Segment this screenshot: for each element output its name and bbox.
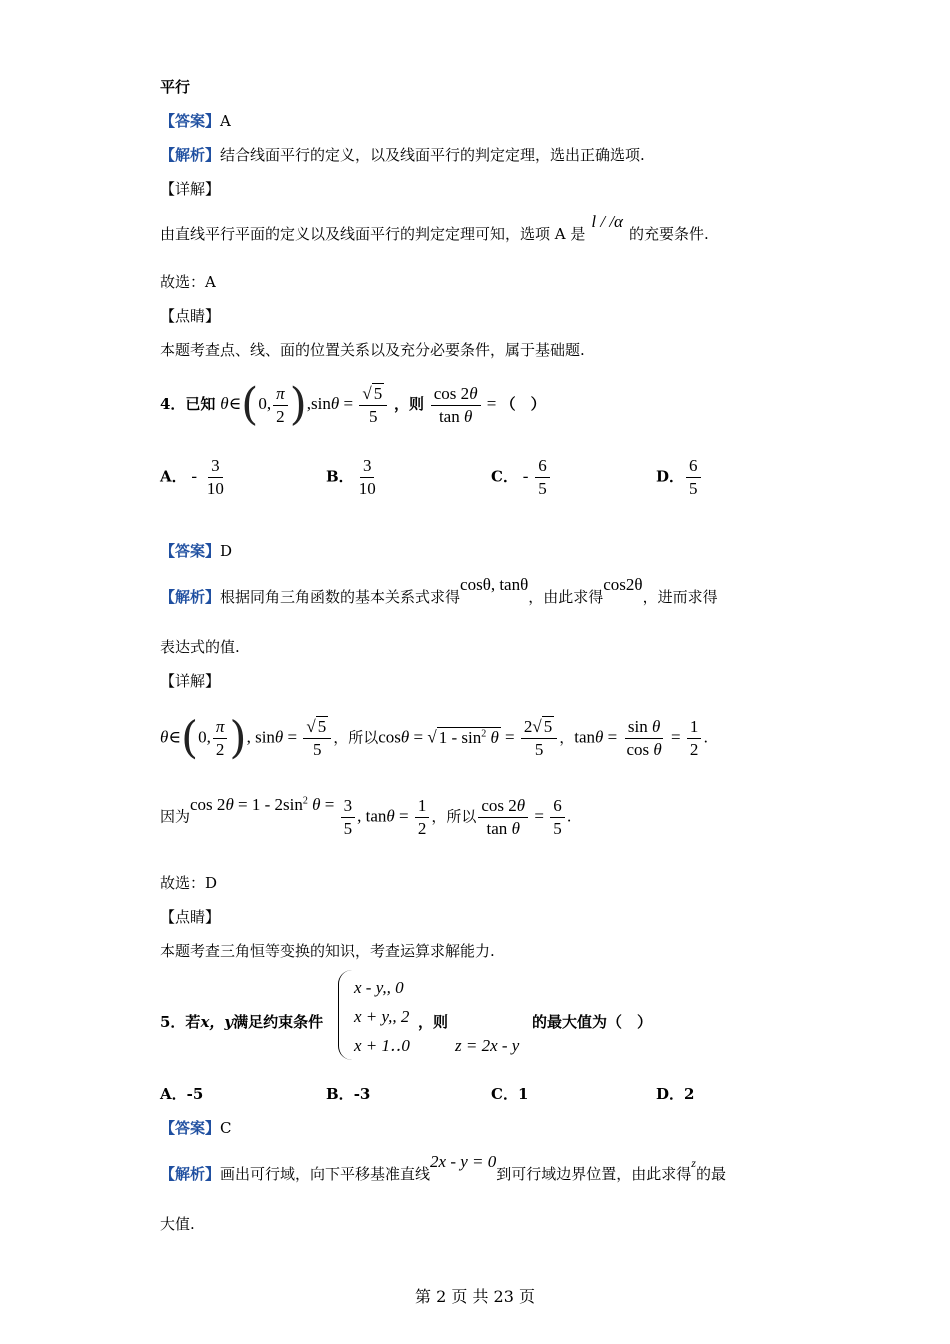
q3-continuation: 平行 (160, 78, 191, 96)
q5-stem-lead: 5．若x，y满足约束条件 (160, 1013, 324, 1031)
q4-point-tag: 【点睛】 (160, 908, 221, 926)
q4-detail-line1: θ∈(0, $\frac{\pi}{2}$ ), sinθ = $\frac{√ 5}{5}$ ，所以cosθ = √ $1 - \sin^2 \theta$ = $\frac{2√ 5}{5}$ ，tanθ = $\frac{\text{sin θ}}{\text{cos θ}}$ = $\frac{1}{2}$ . (160, 712, 709, 764)
q5-option-b[interactable]: B．-3 (326, 1085, 371, 1103)
q4-point: 本题考查三角恒等变换的知识，考查运算求解能力. (160, 942, 495, 960)
page-footer: 第 2 页 共 23 页 (415, 1287, 535, 1306)
q3-point: 本题考查点、线、面的位置关系以及充分必要条件，属于基础题. (160, 341, 585, 359)
q3-analysis: 【解析】结合线面平行的定义，以及线面平行的判定定理，选出正确选项. (160, 146, 645, 164)
q4-analysis: 【解析】根据同角三角函数的基本关系式求得cosθ, tanθ，由此求得cos2θ，进而求得 (160, 575, 718, 606)
q3-detail: 由直线平行平面的定义以及线面平行的判定定理可知，选项 A 是l / /α的充要条件. (160, 212, 709, 243)
q3-detail-tag: 【详解】 (160, 180, 221, 198)
q3-answer: 【答案】A (160, 112, 231, 130)
q3-choice: 故选：A (160, 273, 216, 291)
q5-target: z = 2x - y (455, 1036, 520, 1055)
q3-point-tag: 【点睛】 (160, 307, 221, 325)
q5-option-d[interactable]: D．2 (656, 1085, 695, 1103)
q3-detail-expr: l / /α (591, 212, 623, 231)
q4-option-a[interactable]: A． - $\frac{3}{10}$ (160, 456, 224, 498)
q5-analysis-cont: 大值. (160, 1215, 195, 1233)
q4-option-c[interactable]: C． - $\frac{6}{5}$ (491, 456, 552, 499)
q4-detail-tag: 【详解】 (160, 672, 221, 690)
q4-choice: 故选：D (160, 874, 218, 892)
q4-theta: θ (220, 394, 229, 413)
q5-analysis: 【解析】画出可行域，向下平移基准直线2x - y = 0到可行域边界位置，由此求得$^z$的最 (160, 1152, 726, 1183)
q4-stem: 4．已知 θ∈(0, $\frac{\pi}{2}$ ),sinθ = $\frac{√ 5}{5}$ ，则 $\frac{\cos 2\theta}{\text{tan θ}}$ = （ ） (160, 379, 546, 430)
q5-option-a[interactable]: A．-5 (160, 1085, 204, 1103)
q5-answer: 【答案】C (160, 1119, 232, 1137)
q5-option-c[interactable]: C．1 (491, 1085, 529, 1103)
q4-answer: 【答案】D (160, 542, 233, 560)
q4-option-d[interactable]: D． $\frac{6}{5}$ (656, 456, 703, 499)
q4-analysis-cont: 表达式的值. (160, 638, 240, 656)
q5-constraints: x - y,, 0 x + y,, 2 x + 1‥0 (354, 978, 410, 1055)
q4-detail-line2: 因为$\cos 2\theta = 1 - 2\sin^2$ θ = $\frac{3}{5}$ , tanθ = $\frac{1}{2}$ ，所以 $\frac{\cos 2\theta}{\text{tan θ}}$ = $\frac{6}{5}$ . (160, 794, 572, 839)
q5-stem-then: ，则 (418, 1013, 449, 1031)
q5-stem-ask: 的最大值为（ ） (532, 1013, 653, 1031)
q4-option-b[interactable]: B． $\frac{3}{10}$ (326, 456, 376, 498)
